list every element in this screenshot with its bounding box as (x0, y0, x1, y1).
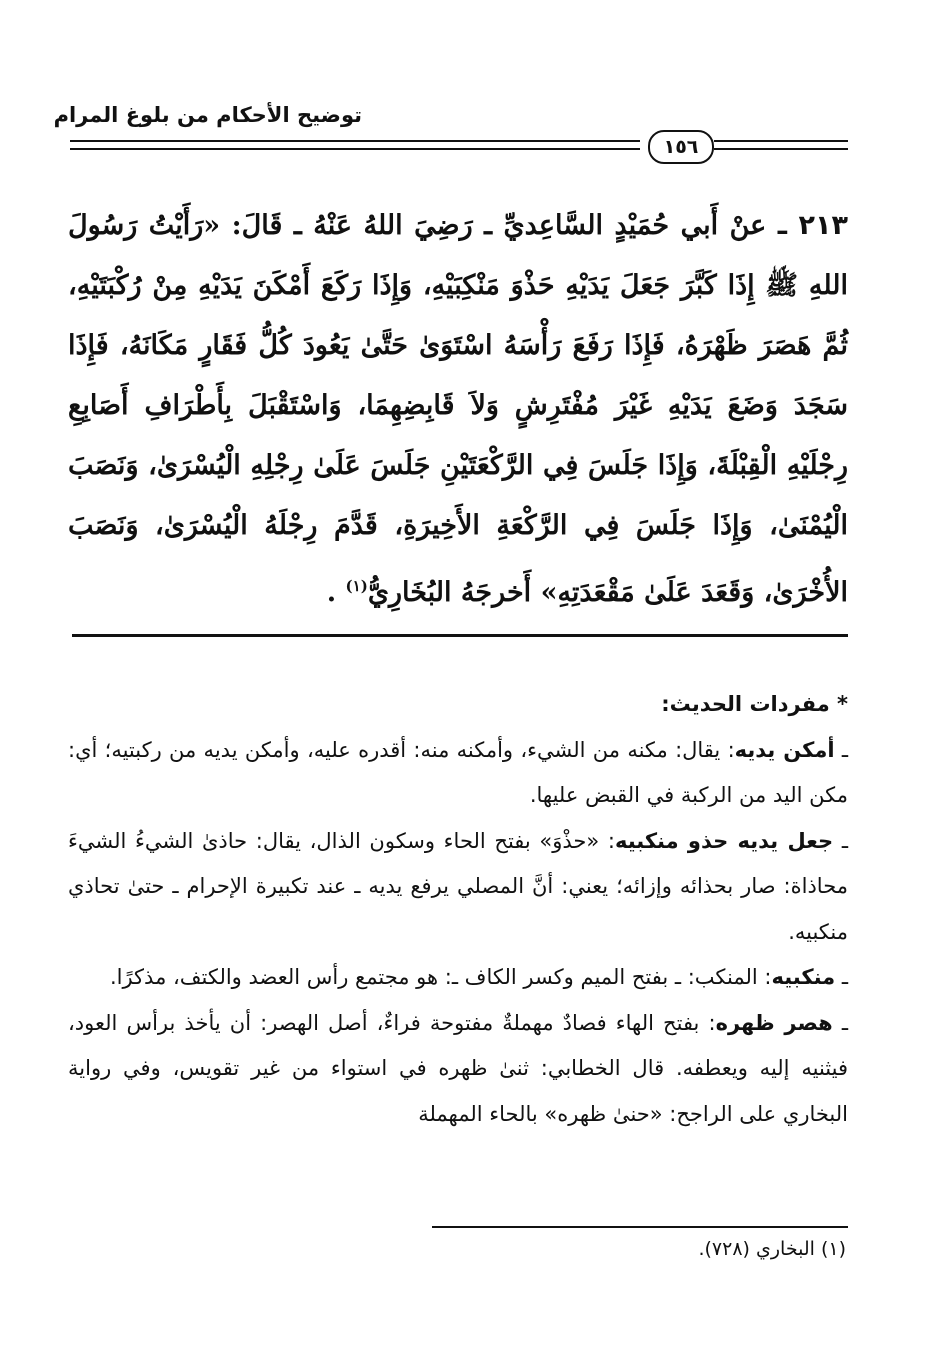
entry-term: هصر ظهره (715, 1010, 833, 1035)
footnote (698, 1238, 846, 1260)
hadith-number: ٢١٣ ـ (777, 210, 848, 241)
vocab-entry (68, 819, 848, 956)
header-double-rule-right (714, 140, 848, 150)
section-divider (72, 634, 848, 637)
entry-text: : يقال: مكنه من الشيء، وأمكنه منه: أقدره عليه، وأمكن يديه من ركبتيه؛ أي: مكن اليد من الركبة في القبض عليها. (68, 737, 848, 807)
footnote-number: (١) (820, 1238, 846, 1260)
page-number: ١٥٦ (648, 130, 714, 164)
entry-text: : «حذْوَ» بفتح الحاء وسكون الذال، يقال: حاذىٰ الشيءُ الشيءَ محاذاة: صار بحذائه وإزائه؛ يعني: أنَّ المصلي يرفع يديه ـ عند تكبيرة الإحرام ـ حتىٰ تحاذي منكبيه. (68, 828, 848, 944)
entry-dash: ـ (841, 737, 848, 762)
hadith-text: عنْ أَبي حُمَيْدٍ السَّاعِديِّ ـ رَضِيَ اللهُ عَنْهُ ـ قَالَ: «رَأَيْتُ رَسُولَ اللهِ ﷺ إِذَا كَبَّرَ جَعَلَ يَدَيْهِ حَذْوَ مَنْكِبَيْهِ، وَإِذَا رَكَعَ أَمْكَنَ يَدَيْهِ مِنْ رُكْبَتَيْهِ، ثُمَّ هَصَرَ ظَهْرَهُ، فَإِذَا رَفَعَ رَأْسَهُ اسْتَوَىٰ حَتَّىٰ يَعُودَ كُلُّ فَقَارٍ مَكَانَهُ، فَإِذَا سَجَدَ وَضَعَ يَدَيْهِ غَيْرَ مُفْتَرِشٍ وَلاَ قَابِضِهِمَا، وَاسْتَقْبَلَ بِأَطْرَافِ أَصَابِعِ رِجْلَيْهِ الْقِبْلَةَ، وَإِذَا جَلَسَ فِي الرَّكْعَتَيْنِ جَلَسَ عَلَىٰ رِجْلِهِ الْيُسْرَىٰ، وَنَصَبَ الْيُمْنَىٰ، وَإِذَا جَلَسَ فِي الرَّكْعَةِ الأَخِيرَةِ، قَدَّمَ رِجْلَهُ الْيُسْرَىٰ، وَنَصَبَ الأُخْرَىٰ، وَقَعَدَ عَلَىٰ مَقْعَدَتِهِ» أَخرجَهُ البُخَارِيُّ (68, 210, 848, 608)
entry-dash: ـ (841, 965, 848, 989)
footnote-marker: (١) (345, 577, 368, 595)
running-head-title: توضيح الأحكام من بلوغ المرام (53, 103, 362, 127)
entry-term: جعل يديه حذو منكبيه (614, 828, 834, 853)
hadith-end: . (326, 577, 337, 608)
entry-dash: ـ (841, 1010, 848, 1035)
entry-term: منكبيه (771, 965, 836, 989)
entry-dash: ـ (841, 828, 848, 853)
footnote-rule (432, 1226, 848, 1228)
hadith-text-block (68, 196, 848, 623)
vocab-entry (68, 1001, 848, 1138)
entry-text: : بفتح الهاء فصادٌ مهملةٌ مفتوحة فراءٌ، أصل الهصر: أن يأخذ برأس العود، فيثنيه إليه ويعطفه. قال الخطابي: ثنىٰ ظهره في استواء من غير تقويس، وفي رواية البخاري على الراجح: «حنىٰ ظهره» بالحاء المهملة (68, 1010, 848, 1126)
header-double-rule-left (70, 140, 640, 150)
entry-term: أمكن يديه (734, 737, 835, 762)
vocab-entry (68, 728, 848, 819)
vocabulary-section (68, 682, 848, 1137)
vocab-entry (68, 955, 848, 1001)
entry-text: : المنكب: ـ بفتح الميم وكسر الكاف ـ: هو مجتمع رأس العضد والكتف، مذكرًا. (109, 965, 772, 989)
footnote-text: البخاري (٧٢٨). (698, 1238, 815, 1260)
vocabulary-title: * مفردات الحديث: (661, 692, 848, 716)
